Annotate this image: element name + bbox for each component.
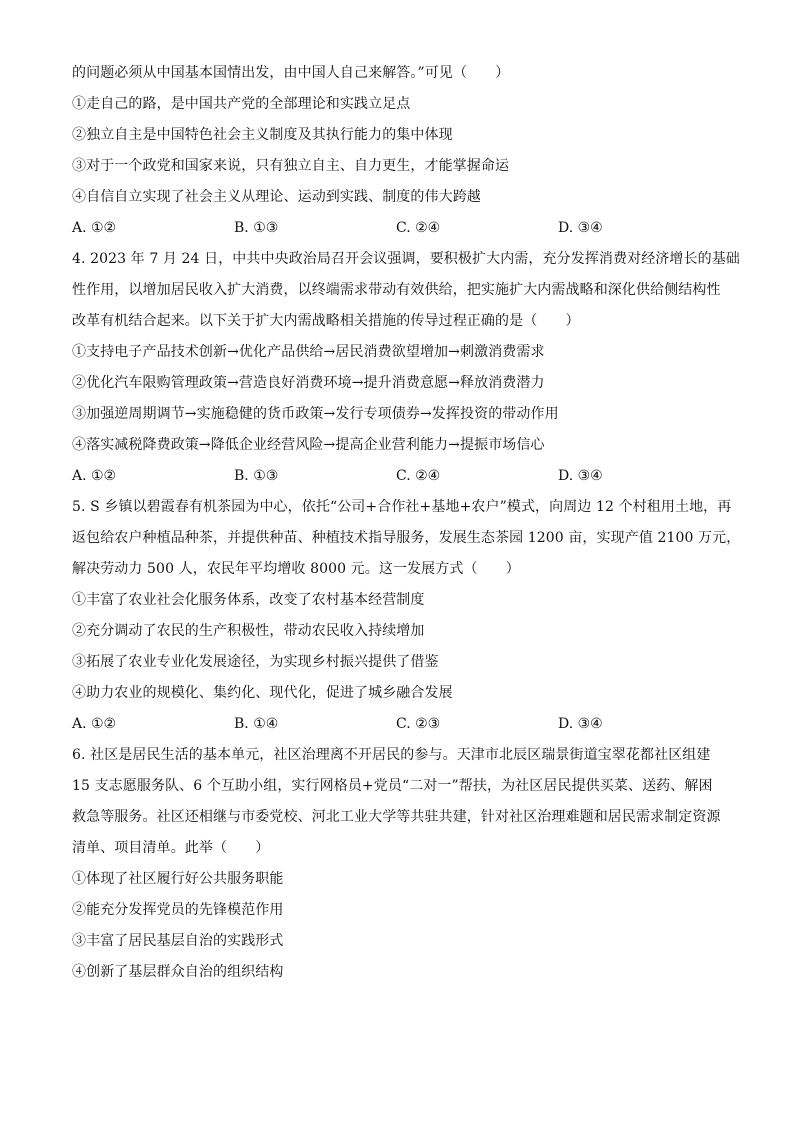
q6-stem-line-1: 6. 社区是居民生活的基本单元，社区治理离不开居民的参与。天津市北辰区瑞景街道宝翠花都社区组建 (72, 747, 711, 763)
question-3 (72, 89, 722, 244)
q4-statement-3: ③加强逆周期调节→实施稳健的货币政策→发行专项债券→发挥投资的带动作用 (72, 406, 559, 422)
q5-statement-1: ①丰富了农业社会化服务体系，改变了农村基本经营制度 (72, 592, 425, 608)
q5-option-d[interactable]: D. ③④ (558, 716, 603, 732)
q4-option-a[interactable]: A. ①② (72, 468, 117, 484)
q3-statement-2: ②独立自主是中国特色社会主义制度及其执行能力的集中体现 (72, 127, 453, 143)
intro-line: 的问题必须从中国基本国情出发，由中国人自己来解答。”可见（ ） (72, 65, 510, 81)
q4-options (72, 461, 722, 492)
q5-option-c[interactable]: C. ②③ (396, 716, 441, 732)
q6-statement-2: ②能充分发挥党员的先锋模范作用 (72, 902, 284, 918)
question-5 (72, 492, 741, 740)
q3-statement-1: ①走自己的路，是中国共产党的全部理论和实践立足点 (72, 96, 411, 112)
q6-statement-3: ③丰富了居民基层自治的实践形式 (72, 933, 284, 949)
q5-statement-4: ④助力农业的规模化、集约化、现代化，促进了城乡融合发展 (72, 685, 453, 701)
q6-stem-line-2: 15 支志愿服务队、6 个互助小组，实行网格员+党员“二对一”帮扶，为社区居民提供买菜、送药、解困 (72, 778, 713, 794)
q5-stem-line-1: 5. S 乡镇以碧霞春有机茶园为中心，依托“公司+合作社+基地+农户”模式，向周边 12 个村租用土地，再 (72, 499, 732, 515)
q4-statement-4: ④落实减税降费政策→降低企业经营风险→提高企业营利能力→提振市场信心 (72, 437, 545, 453)
q4-option-b[interactable]: B. ①③ (234, 468, 279, 484)
q4-stem-line-3: 改革有机结合起来。以下关于扩大内需战略相关措施的传导过程正确的是（ ） (72, 313, 580, 329)
q3-options (72, 213, 722, 244)
question-6 (72, 740, 722, 988)
q5-stem-line-3: 解决劳动力 500 人，农民年平均增收 8000 元。这一发展方式（ ） (72, 561, 520, 577)
q3-statement-3: ③对于一个政党和国家来说，只有独立自主、自力更生，才能掌握命运 (72, 158, 510, 174)
q4-option-d[interactable]: D. ③④ (558, 468, 603, 484)
q4-stem-line-1: 4. 2023 年 7 月 24 日，中共中央政治局召开会议强调，要积极扩大内需，充分发挥消费对经济增长的基础 (72, 251, 740, 267)
q3-option-a[interactable]: A. ①② (72, 220, 117, 236)
q5-option-a[interactable]: A. ①② (72, 716, 117, 732)
q3-statement-4: ④自信自立实现了社会主义从理论、运动到实践、制度的伟大跨越 (72, 189, 481, 205)
q5-statement-3: ③拓展了农业专业化发展途径，为实现乡村振兴提供了借鉴 (72, 654, 439, 670)
q4-statement-2: ②优化汽车限购管理政策→营造良好消费环境→提升消费意愿→释放消费潜力 (72, 375, 545, 391)
q6-statement-4: ④创新了基层群众自治的组织结构 (72, 964, 284, 980)
q3-option-c[interactable]: C. ②④ (396, 220, 441, 236)
q6-stem-line-4: 清单、项目清单。此举（ ） (72, 840, 270, 856)
q3-option-d[interactable]: D. ③④ (558, 220, 603, 236)
q6-stem-line-3: 救急等服务。社区还相继与市委党校、河北工业大学等共驻共建，针对社区治理难题和居民需求制定资源 (72, 809, 721, 825)
q3-option-b[interactable]: B. ①③ (234, 220, 279, 236)
q5-option-b[interactable]: B. ①④ (234, 716, 279, 732)
q6-statement-1: ①体现了社区履行好公共服务职能 (72, 871, 284, 887)
q4-stem-line-2: 性作用，以增加居民收入扩大消费，以终端需求带动有效供给，把实施扩大内需战略和深化供给侧结构性 (72, 282, 721, 298)
q5-statement-2: ②充分调动了农民的生产积极性，带动农民收入持续增加 (72, 623, 425, 639)
q5-options (72, 709, 722, 740)
exam-page (72, 58, 741, 988)
question-4 (72, 244, 740, 492)
q4-statement-1: ①支持电子产品技术创新→优化产品供给→居民消费欲望增加→刺激消费需求 (72, 344, 545, 360)
q4-option-c[interactable]: C. ②④ (396, 468, 441, 484)
q5-stem-line-2: 返包给农户种植品种茶，并提供种苗、种植技术指导服务，发展生态茶园 1200 亩，实现产值 2100 万元， (72, 530, 741, 546)
